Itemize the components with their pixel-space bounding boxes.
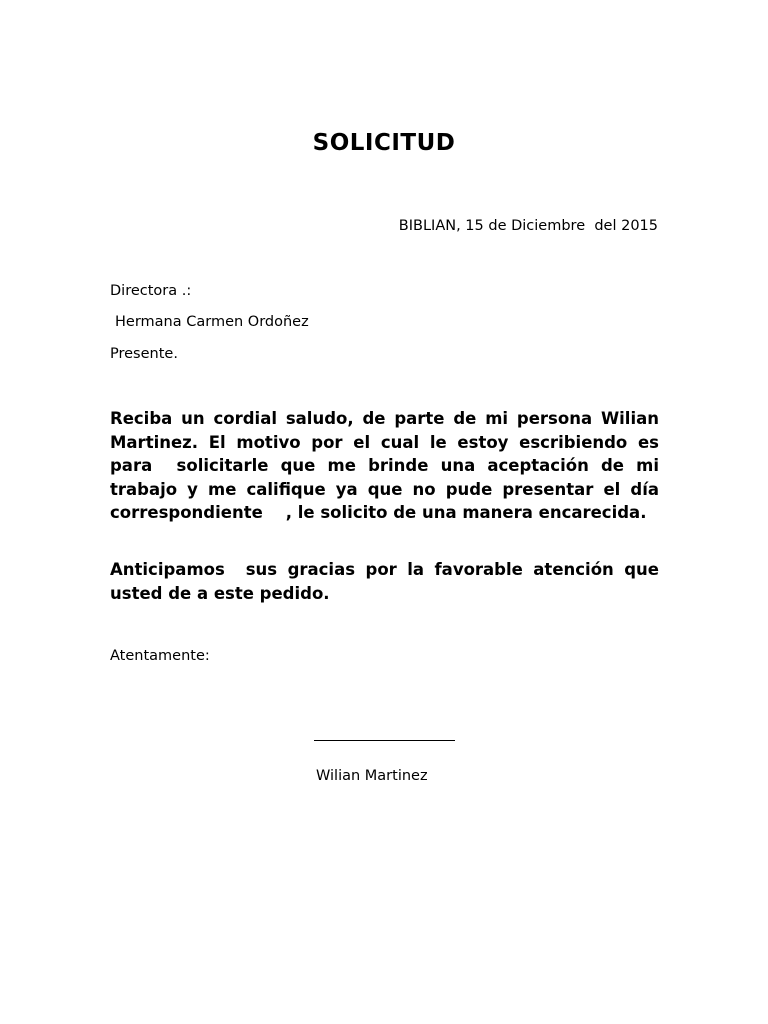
signature-name: Wilian Martinez (316, 768, 428, 784)
body-paragraph-2: Anticipamos sus gracias por la favorable atención que usted de a este pedido. (110, 560, 665, 603)
closing-line: Atentamente: (110, 648, 210, 664)
body-paragraph-1: Reciba un cordial saludo, de parte de mi persona Wilian Martinez. El motivo por el cual le estoy escribiendo es para solicitarle que me brinde una aceptación de mi trabajo y me califique ya que no pude presentar el día correspondiente , le solicito de una manera encarecida. (110, 409, 665, 522)
recipient-name: Hermana Carmen Ordoñez (115, 314, 309, 330)
signature-line (314, 740, 455, 741)
letter-title: SOLICITUD (312, 130, 456, 156)
presente-line: Presente. (110, 346, 178, 362)
recipient-title: Directora .: (110, 283, 192, 299)
date-line: BIBLIAN, 15 de Diciembre del 2015 (398, 218, 658, 234)
